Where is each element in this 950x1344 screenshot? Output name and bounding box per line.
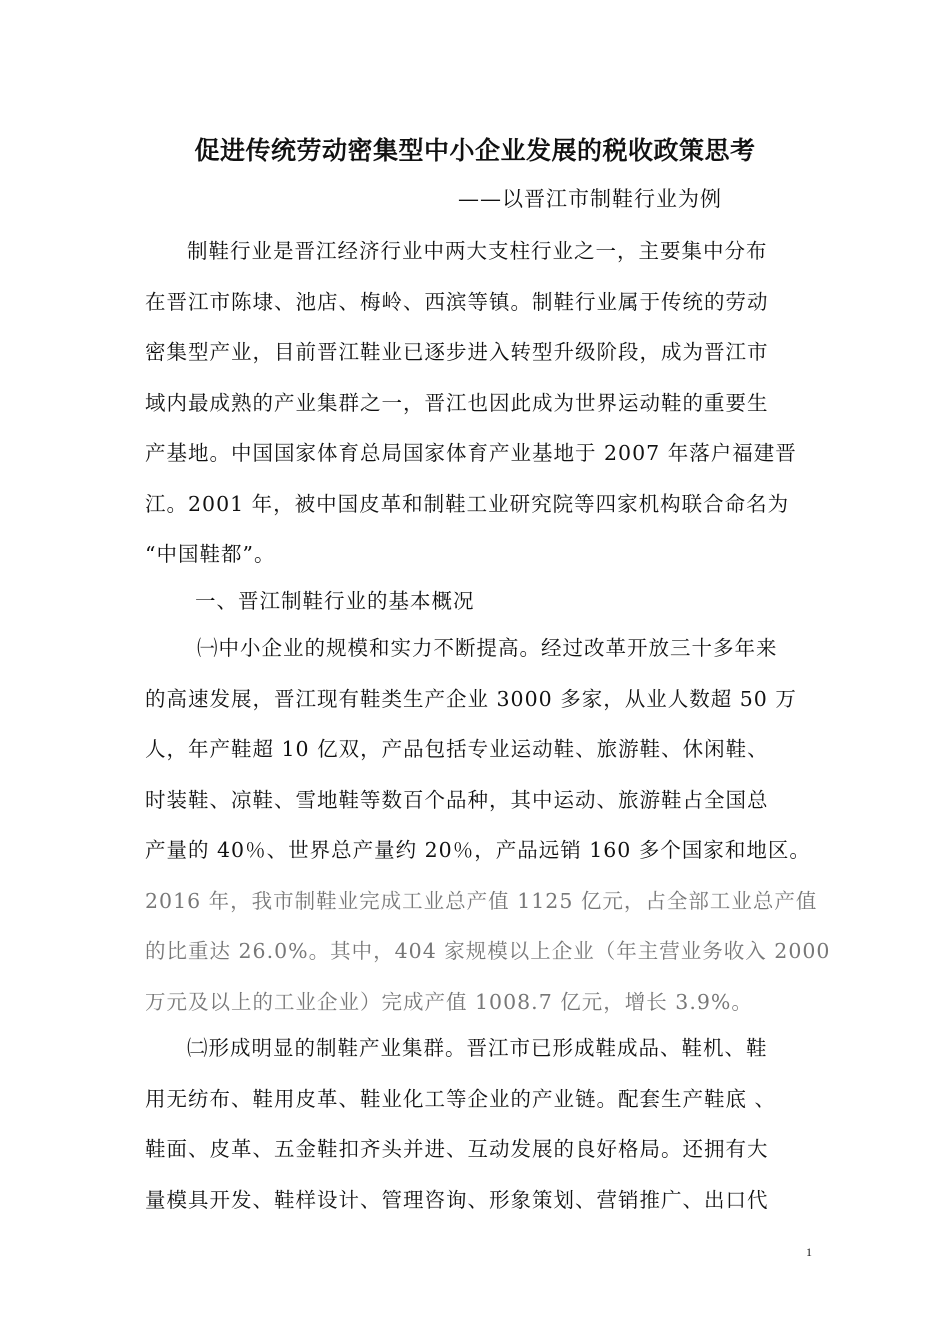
subsection-2-line: 鞋面、皮革、五金鞋扣齐头并进、互动发展的良好格局。还拥有大: [145, 1137, 769, 1161]
subsection-2-line: 量模具开发、鞋样设计、管理咨询、形象策划、营销推广、出口代: [145, 1187, 769, 1212]
subsection-2-line: ㈡形成明显的制鞋产业集群。晋江市已形成鞋成品、鞋机、鞋: [187, 1036, 768, 1060]
subsection-2-paragraph: [145, 1023, 825, 1225]
page-number: 1: [806, 1245, 812, 1259]
subsection-1-gray-line: 万元及以上的工业企业）完成产值 1008.7 亿元，增长 3.9%。: [145, 989, 753, 1014]
intro-line: 在晋江市陈埭、池店、梅岭、西滨等镇。制鞋行业属于传统的劳动: [145, 289, 769, 314]
subsection-1-line: 产量的 40％、世界总产量约 20％，产品远销 160 多个国家和地区。: [145, 838, 811, 862]
subsection-1-line: 人，年产鞋超 10 亿双，产品包括专业运动鞋、旅游鞋、休闲鞋、: [145, 737, 769, 761]
intro-line: “中国鞋都”。: [145, 542, 276, 566]
document-title: 促进传统劳动密集型中小企业发展的税收政策思考: [194, 136, 756, 165]
subsection-1-gray-line: 的比重达 26.0%。其中，404 家规模以上企业（年主营业务收入 2000: [145, 939, 831, 963]
subsection-1-line: ㈠中小企业的规模和实力不断提高。经过改革开放三十多年来: [197, 636, 778, 660]
intro-line: 制鞋行业是晋江经济行业中两大支柱行业之一，主要集中分布: [187, 239, 768, 263]
intro-paragraph: [145, 226, 825, 580]
subsection-1-line: 时装鞋、凉鞋、雪地鞋等数百个品种，其中运动、旅游鞋占全国总: [145, 787, 769, 812]
subsection-1-line: 的高速发展，晋江现有鞋类生产企业 3000 多家，从业人数超 50 万: [145, 686, 797, 711]
intro-line: 密集型产业，目前晋江鞋业已逐步进入转型升级阶段，成为晋江市: [145, 340, 769, 364]
intro-line: 江。2001 年，被中国皮革和制鞋工业研究院等四家机构联合命名为: [145, 491, 790, 516]
intro-line: 域内最成熟的产业集群之一，晋江也因此成为世界运动鞋的重要生: [145, 390, 769, 415]
intro-line: 产基地。中国国家体育总局国家体育产业基地于 2007 年落户福建晋: [145, 441, 797, 465]
subsection-1-gray-line: 2016 年，我市制鞋业完成工业总产值 1125 亿元，占全部工业总产值: [145, 888, 818, 913]
section-heading: 一、晋江制鞋行业的基本概况: [195, 589, 475, 613]
document-subtitle: ——以晋江市制鞋行业为例: [458, 187, 722, 211]
subsection-2-line: 用无纺布、鞋用皮革、鞋业化工等企业的产业链。配套生产鞋底 、: [145, 1086, 777, 1111]
subsection-1-paragraph: [145, 623, 831, 1027]
